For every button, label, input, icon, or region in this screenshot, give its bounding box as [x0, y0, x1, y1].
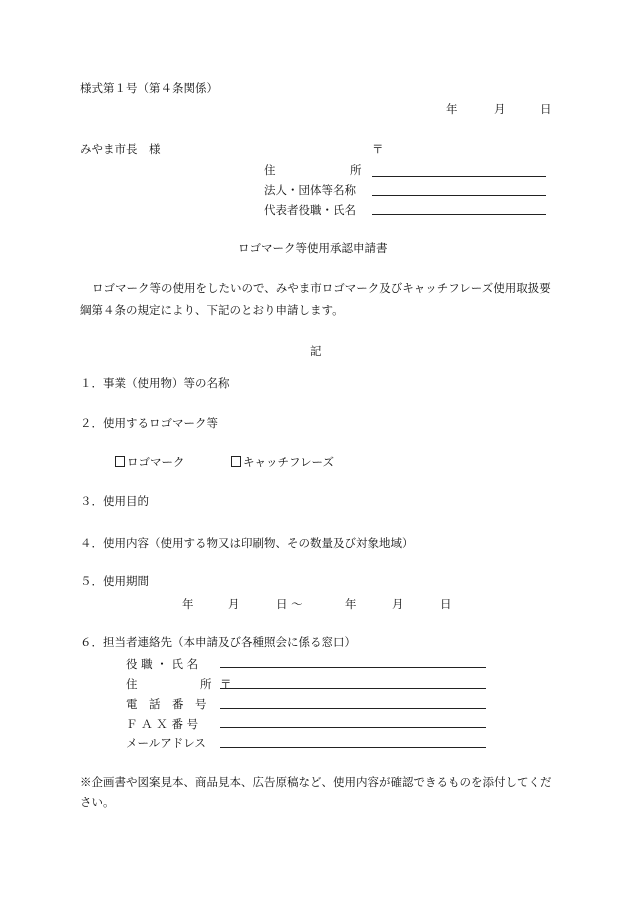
period-day-2: 日: [440, 597, 452, 611]
contact-phone-label: 電 話 番 号: [126, 697, 207, 711]
contact-fax-label: Ｆ Ａ Ｘ 番 号: [126, 717, 199, 731]
item-6-contact: ６．担当者連絡先（本申請及び各種照会に係る窓口）: [80, 635, 356, 649]
contact-address-label-1: 住: [126, 677, 138, 691]
contact-address-field[interactable]: [220, 688, 486, 689]
catchphrase-checkbox[interactable]: [231, 456, 241, 467]
document-title: ロゴマーク等使用承認申請書: [238, 241, 388, 255]
option-logo[interactable]: [115, 454, 185, 470]
item-1-business-name: １．事業（使用物）等の名称: [80, 376, 230, 390]
contact-name-label: 役 職 ・ 氏 名: [126, 657, 199, 671]
item-5-usage-period: ５．使用期間: [80, 574, 149, 588]
item-3-purpose: ３．使用目的: [80, 494, 149, 508]
contact-postal-mark: 〒: [220, 677, 232, 691]
option-catchphrase-label: キャッチフレーズ: [243, 455, 334, 469]
date-year-label: 年: [446, 102, 458, 116]
ki-heading: 記: [310, 344, 322, 358]
option-catchphrase[interactable]: [231, 454, 334, 470]
period-year-2: 年: [345, 597, 357, 611]
option-logo-label: ロゴマーク: [127, 455, 185, 469]
period-month-1: 月: [228, 597, 240, 611]
contact-fax-field[interactable]: [220, 727, 486, 728]
period-year-1: 年: [182, 597, 194, 611]
item-2-logo-type: ２．使用するロゴマーク等: [80, 416, 218, 430]
item-4-usage-details: ４．使用内容（使用する物又は印刷物、その数量及び対象地域）: [80, 536, 414, 550]
applicant-corp-label: 法人・団体等名称: [264, 183, 356, 197]
form-number: 様式第１号（第４条関係）: [80, 81, 218, 95]
date-month-label: 月: [494, 102, 506, 116]
applicant-corp-field[interactable]: [372, 195, 546, 196]
addressee: みやま市長 様: [80, 142, 161, 156]
footnote: ※企画書や図案見本、商品見本、広告原稿など、使用内容が確認できるものを添付してください。: [80, 775, 552, 809]
contact-email-field[interactable]: [220, 747, 486, 748]
date-day-label: 日: [540, 102, 552, 116]
contact-name-field[interactable]: [220, 667, 486, 668]
applicant-rep-label: 代表者役職・氏名: [264, 203, 356, 217]
intro-paragraph: ロゴマーク等の使用をしたいので、みやま市ロゴマーク及びキャッチフレーズ使用取扱要綱第４条の規定により、下記のとおり申請します。: [80, 281, 551, 317]
period-day-1: 日 〜: [276, 597, 303, 611]
contact-email-label: メールアドレス: [126, 736, 206, 750]
contact-address-label-2: 所: [200, 677, 212, 691]
applicant-rep-field[interactable]: [372, 214, 546, 215]
applicant-address-field[interactable]: [372, 176, 546, 177]
applicant-postal-mark: 〒: [372, 142, 384, 156]
logo-checkbox[interactable]: [115, 456, 125, 467]
applicant-address-label-1: 住: [264, 163, 276, 177]
applicant-address-label-2: 所: [350, 163, 362, 177]
contact-phone-field[interactable]: [220, 708, 486, 709]
period-month-2: 月: [392, 597, 404, 611]
